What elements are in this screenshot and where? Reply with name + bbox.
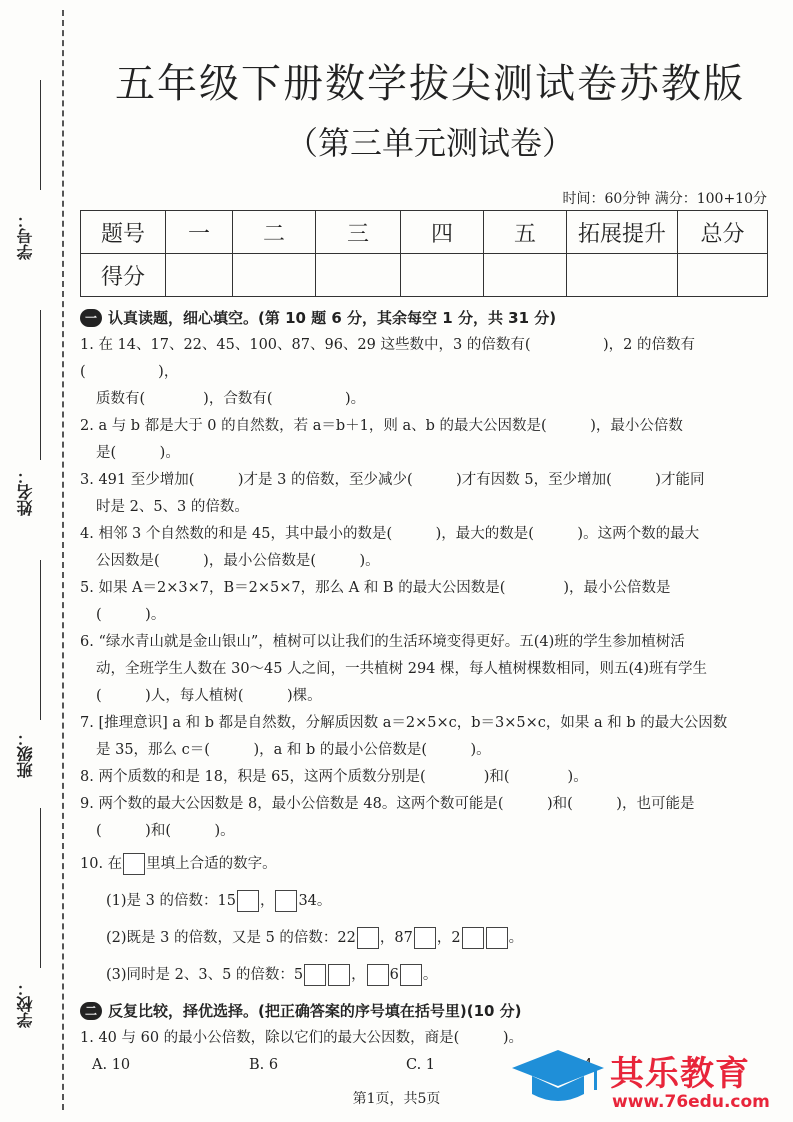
name-line [40,310,41,460]
question-line: 6. “绿水青山就是金山银山”，植树可以让我们的生活环境变得更好。五(4)班的学生参加植树活 [80,634,685,650]
choice-b[interactable]: B. 6 [249,1057,279,1073]
page-footer: 第1页，共5页 [352,1091,441,1107]
q10-prefix: 10. 在 [80,856,123,872]
answer-box [123,853,145,875]
answer-box[interactable] [486,927,508,949]
question-line: 1. 40 与 60 的最小公倍数，除以它们的最大公因数，商是( )。 [80,1030,523,1046]
section-title: 反复比较，择优选择。(把正确答案的序号填在括号里)(10 分) [108,1001,522,1020]
question-line: ( )和( )。 [96,823,235,839]
score-cell[interactable] [484,254,567,297]
question-line: ( )。 [96,607,166,623]
score-table-header [81,211,768,254]
question-line: 质数有( )，合数有( )。 [96,391,366,407]
answer-box[interactable] [367,964,389,986]
q10-3-sep: ， [351,967,366,983]
question-10-1 [80,888,772,915]
section-badge: 一 [80,309,102,327]
page-subtitle: （第三单元测试卷） [285,124,574,162]
section-1-heading [80,304,772,332]
score-cell[interactable] [233,254,316,297]
school-label: 学校： [16,980,35,1028]
score-table [80,210,768,297]
section-title: 认真读题，细心填空。(第 10 题 6 分，其余每空 1 分，共 31 分) [108,308,557,327]
score-header-cell: 一 [166,211,233,254]
student-no-label: 学号： [16,212,35,260]
question-10 [80,851,772,878]
exam-content [80,304,772,1079]
class-line [40,560,41,720]
student-no-line [40,80,41,190]
q10-2-a: ，87 [379,930,413,946]
q10-suffix: 里填上合适的数字。 [146,856,277,872]
question-line: 公因数是( )，最小公倍数是( )。 [96,553,380,569]
question-line: 9. 两个数的最大公因数是 8，最小公倍数是 48。这两个数可能是( )和( )，也可能是 [80,796,695,812]
question-10-3 [80,962,772,989]
answer-box[interactable] [400,964,422,986]
question-line: 是( )。 [96,445,180,461]
score-header-cell: 二 [233,211,316,254]
answer-box[interactable] [237,890,259,912]
time-info: 时间：60分钟 满分：100+10分 [562,191,767,207]
class-label: 班级： [16,730,35,778]
q10-3-end: 。 [422,967,438,983]
score-header-cell: 五 [484,211,567,254]
section-badge: 二 [80,1002,102,1020]
q10-2-b: ，2 [436,930,461,946]
score-header-cell: 题号 [81,211,166,254]
cut-line [62,10,64,1110]
score-header-cell: 拓展提升 [567,211,678,254]
q10-2-end: 。 [508,930,524,946]
choice-c[interactable]: C. 1 [406,1057,436,1073]
brand-name: 其乐教育 [610,1054,750,1094]
name-label: 姓名： [16,468,35,516]
score-table-row [81,254,768,297]
question-line: 5. 如果 A＝2×3×7，B＝2×5×7，那么 A 和 B 的最大公因数是( )，最小公倍数是 [80,580,671,596]
brand-url: www.76edu.com [612,1092,770,1112]
choice-a[interactable]: A. 10 [92,1057,131,1073]
q10-1-sep: ， [259,893,275,909]
score-cell[interactable] [316,254,401,297]
section-2-heading [80,997,772,1025]
answer-box[interactable] [304,964,326,986]
question-line: 7. [推理意识] a 和 b 都是自然数，分解质因数 a＝2×5×c，b＝3×5×c，如果 a 和 b 的最大公因数 [80,715,728,731]
question-10-2 [80,925,772,952]
answer-box[interactable] [328,964,350,986]
answer-box[interactable] [357,927,379,949]
q10-1-end: 34。 [298,893,332,909]
q10-2-label: (2)既是 3 的倍数，又是 5 的倍数：22 [106,930,356,946]
answer-box[interactable] [462,927,484,949]
score-cell[interactable] [166,254,233,297]
score-header-cell: 总分 [678,211,768,254]
question-line: 1. 在 14、17、22、45、100、87、96、29 这些数中，3 的倍数有( )，2 的倍数有( )， [80,337,695,380]
score-row-label: 得分 [81,254,166,297]
answer-box[interactable] [275,890,297,912]
score-cell[interactable] [678,254,768,297]
question-line: 是 35，那么 c＝( )，a 和 b 的最小公倍数是( )。 [96,742,491,758]
question-line: 时是 2、5、3 的倍数。 [96,499,249,515]
question-line: 4. 相邻 3 个自然数的和是 45，其中最小的数是( )，最大的数是( )。这两个数的最大 [80,526,700,542]
score-header-cell: 四 [401,211,484,254]
question-line: 8. 两个质数的和是 18，积是 65，这两个质数分别是( )和( )。 [80,769,588,785]
question-line: 3. 491 至少增加( )才是 3 的倍数，至少减少( )才有因数 5，至少增加( )才能同 [80,472,705,488]
question-line: ( )人，每人植树( )棵。 [96,688,322,704]
score-header-cell: 三 [316,211,401,254]
binding-margin [0,0,70,1122]
q10-1-label: (1)是 3 的倍数：15 [106,893,236,909]
score-cell[interactable] [567,254,678,297]
answer-box[interactable] [414,927,436,949]
q10-3-mid: 6 [389,967,399,983]
page-title: 五年级下册数学拔尖测试卷苏教版 [115,61,745,107]
score-cell[interactable] [401,254,484,297]
question-line: 2. a 与 b 都是大于 0 的自然数，若 a＝b＋1，则 a、b 的最大公因数是( )，最小公倍数 [80,418,683,434]
school-line [40,808,41,968]
q10-3-label: (3)同时是 2、3、5 的倍数：5 [106,967,304,983]
question-line: 动，全班学生人数在 30～45 人之间，一共植树 294 棵，每人植树棵数相同，则五(4)班有学生 [96,661,708,677]
